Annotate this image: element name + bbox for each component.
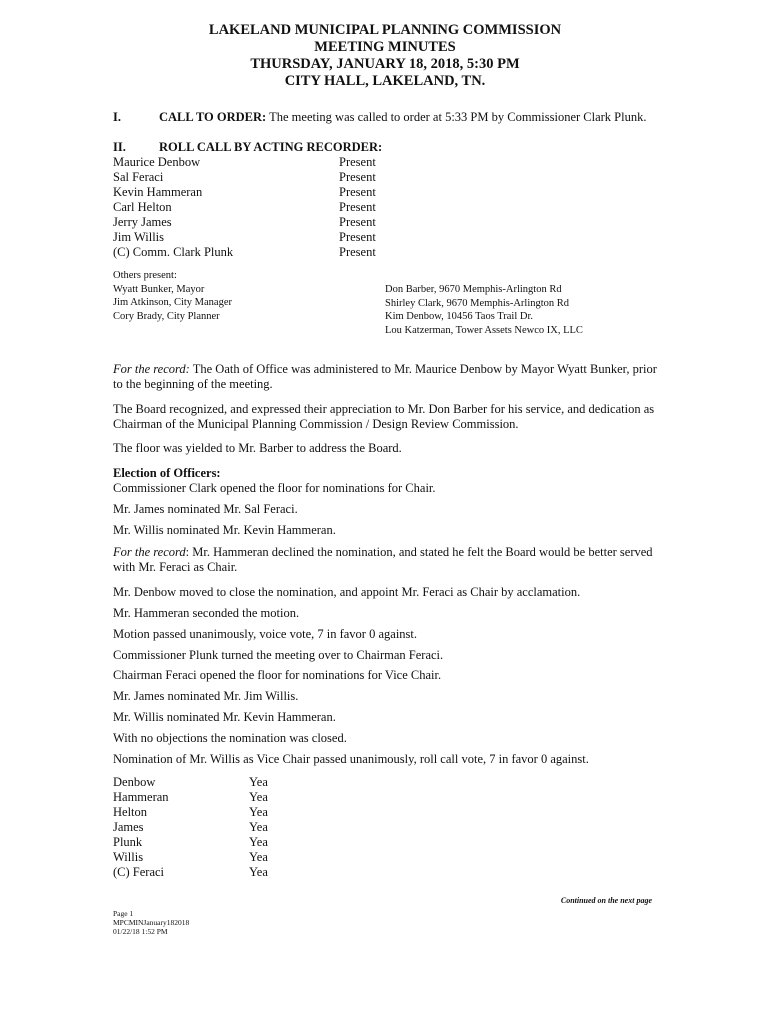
title-line-2: MEETING MINUTES xyxy=(314,39,456,55)
vote-row xyxy=(113,775,313,790)
section-roll-call xyxy=(113,140,382,155)
section-number: I. xyxy=(113,110,121,124)
vice-passed-paragraph: Nomination of Mr. Willis as Vice Chair passed unanimously, roll call vote, 7 in favor 0 against. xyxy=(113,752,589,766)
vote-row xyxy=(113,835,313,850)
roll-call-row xyxy=(113,230,413,245)
oath-text: The Oath of Office was administered to Mr. Maurice Denbow by Mayor Wyatt Bunker, prior to the beginning of the meeting. xyxy=(113,362,657,391)
vote-value: Yea xyxy=(249,850,268,864)
official-item: Jim Atkinson, City Manager xyxy=(113,297,232,308)
election-heading: Election of Officers: xyxy=(113,466,221,480)
recognition-paragraph: The Board recognized, and expressed their appreciation to Mr. Don Barber for his service, and dedication as Chairman of the Municipal Planning Commission / Design Review Commission. xyxy=(113,402,655,431)
member-name: Kevin Hammeran xyxy=(113,185,203,199)
voter-name: Hammeran xyxy=(113,790,169,804)
official-item: Wyatt Bunker, Mayor xyxy=(113,283,205,295)
turned-over-paragraph: Commissioner Plunk turned the meeting over to Chairman Feraci. xyxy=(113,648,444,662)
title-line-1: LAKELAND MUNICIPAL PLANNING COMMISSION xyxy=(208,22,562,38)
member-status: Present xyxy=(339,155,376,169)
oath-paragraph xyxy=(113,362,658,392)
member-status: Present xyxy=(339,185,376,199)
others-present-label: Others present: xyxy=(113,270,177,281)
member-name: Carl Helton xyxy=(113,200,172,214)
title-line-3: THURSDAY, JANUARY 18, 2018, 5:30 PM xyxy=(250,56,520,72)
for-the-record-label: For the record: xyxy=(113,362,190,376)
roll-call-row xyxy=(113,185,413,200)
section-call-to-order xyxy=(113,110,646,125)
vote-row xyxy=(113,850,313,865)
member-status: Present xyxy=(339,200,376,214)
voter-name: Denbow xyxy=(113,775,156,789)
guest-item: Lou Katzerman, Tower Assets Newco IX, LLC xyxy=(385,324,583,336)
member-status: Present xyxy=(339,245,376,259)
election-open-paragraph: Commissioner Clark opened the floor for nominations for Chair. xyxy=(113,481,436,495)
vote-value: Yea xyxy=(249,835,268,849)
section-heading: CALL TO ORDER: xyxy=(159,110,267,124)
roll-call-list xyxy=(113,155,413,260)
guest-item: Shirley Clark, 9670 Memphis-Arlington Rd xyxy=(385,297,570,309)
no-objections-paragraph: With no objections the nomination was closed. xyxy=(113,731,347,745)
continued-note: Continued on the next page xyxy=(560,896,652,905)
vote-value: Yea xyxy=(249,775,268,789)
voter-name: (C) Feraci xyxy=(113,865,165,879)
voter-name: James xyxy=(113,820,144,834)
member-name: Maurice Denbow xyxy=(113,155,201,169)
title-line-4: CITY HALL, LAKELAND, TN. xyxy=(284,73,486,89)
guest-item: Don Barber, 9670 Memphis-Arlington Rd xyxy=(385,284,562,295)
page-number: Page 1 xyxy=(113,909,134,918)
vote-value: Yea xyxy=(249,820,268,834)
decline-paragraph xyxy=(113,545,658,575)
section-heading: ROLL CALL BY ACTING RECORDER: xyxy=(159,140,383,154)
file-name: MPCMINJanuary182018 xyxy=(113,918,190,927)
vote-row xyxy=(113,820,313,835)
member-status: Present xyxy=(339,215,376,229)
for-the-record-label: For the record xyxy=(113,545,186,559)
motion-close-paragraph: Mr. Denbow moved to close the nomination, and appoint Mr. Feraci as Chair by acclamation. xyxy=(113,585,581,599)
nomination-paragraph: Mr. James nominated Mr. Sal Feraci. xyxy=(113,502,298,516)
motion-passed-paragraph: Motion passed unanimously, voice vote, 7 in favor 0 against. xyxy=(113,627,417,641)
member-status: Present xyxy=(339,230,376,244)
guests-list xyxy=(385,283,583,337)
roll-call-row xyxy=(113,155,413,170)
footer-timestamp: 01/22/18 1:52 PM xyxy=(113,927,168,936)
roll-call-row xyxy=(113,245,413,260)
roll-call-row xyxy=(113,170,413,185)
official-item: Cory Brady, City Planner xyxy=(113,310,220,322)
page-footer xyxy=(113,909,189,936)
others-present xyxy=(113,269,232,323)
vote-value: Yea xyxy=(249,865,268,879)
second-paragraph: Mr. Hammeran seconded the motion. xyxy=(113,606,300,620)
guest-item: Kim Denbow, 10456 Taos Trail Dr. xyxy=(385,311,534,322)
member-name: Jerry James xyxy=(113,215,172,229)
nomination-paragraph: Mr. Willis nominated Mr. Kevin Hammeran. xyxy=(113,523,336,537)
voter-name: Willis xyxy=(113,850,144,864)
member-name: Sal Feraci xyxy=(113,170,164,184)
voter-name: Helton xyxy=(113,805,148,819)
nomination-paragraph: Mr. James nominated Mr. Jim Willis. xyxy=(113,689,299,703)
decline-text: : Mr. Hammeran declined the nomination, and stated he felt the Board would be better served with Mr. Feraci as Chair. xyxy=(113,545,653,574)
floor-yielded-paragraph: The floor was yielded to Mr. Barber to address the Board. xyxy=(113,441,402,455)
vote-row xyxy=(113,865,313,880)
member-status: Present xyxy=(339,170,376,184)
section-number: II. xyxy=(113,140,126,154)
roll-call-vote-list xyxy=(113,775,313,880)
vote-value: Yea xyxy=(249,790,268,804)
vote-value: Yea xyxy=(249,805,268,819)
nomination-paragraph: Mr. Willis nominated Mr. Kevin Hammeran. xyxy=(113,710,336,724)
roll-call-row xyxy=(113,215,413,230)
section-text: The meeting was called to order at 5:33 PM by Commissioner Clark Plunk. xyxy=(269,110,647,124)
vote-row xyxy=(113,805,313,820)
vice-open-paragraph: Chairman Feraci opened the floor for nominations for Vice Chair. xyxy=(113,668,442,682)
member-name: (C) Comm. Clark Plunk xyxy=(113,245,234,259)
voter-name: Plunk xyxy=(113,835,143,849)
document-title xyxy=(0,22,770,90)
member-name: Jim Willis xyxy=(113,230,165,244)
roll-call-row xyxy=(113,200,413,215)
vote-row xyxy=(113,790,313,805)
